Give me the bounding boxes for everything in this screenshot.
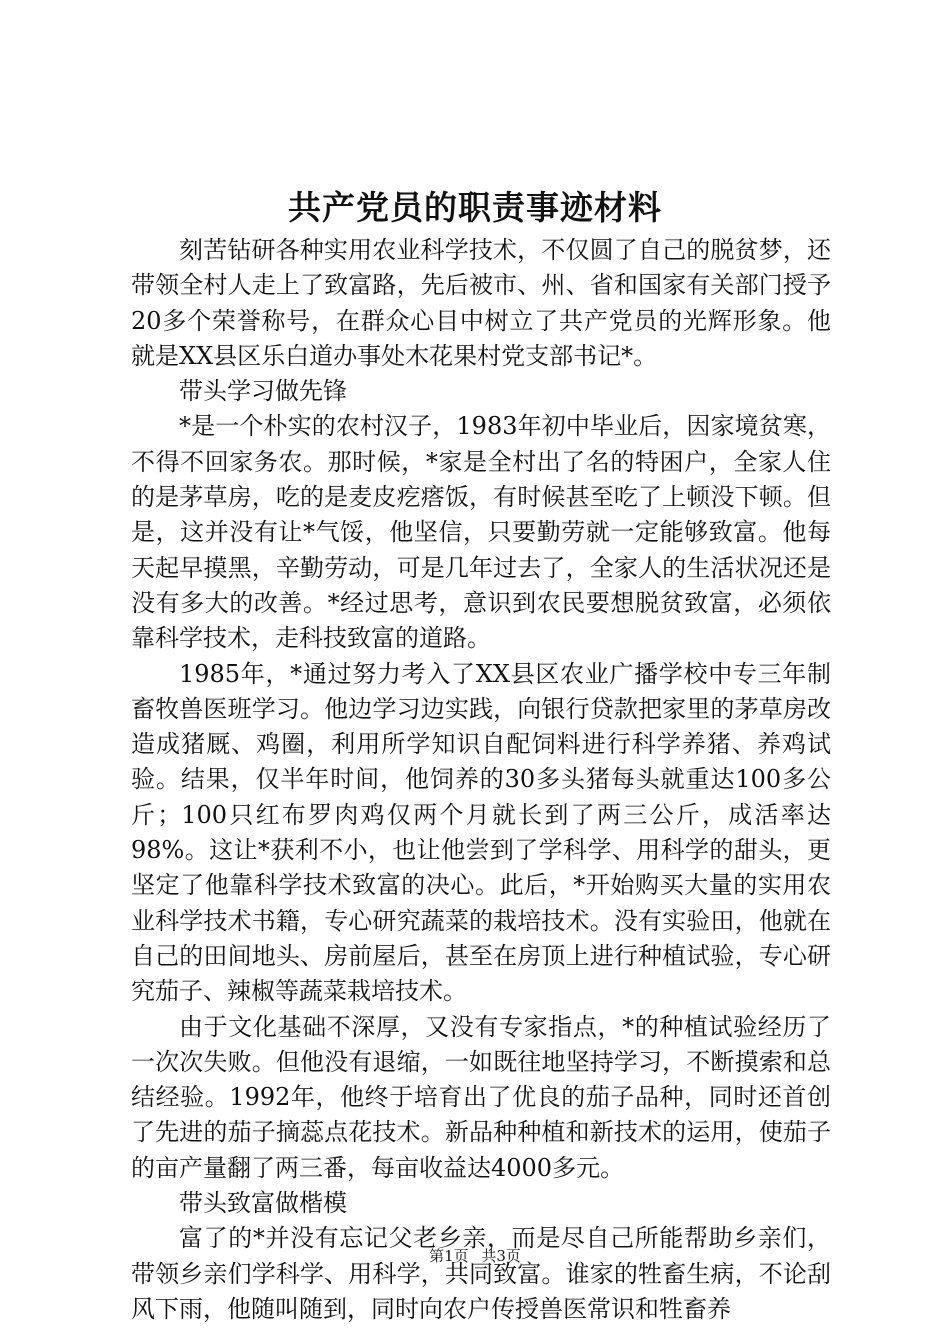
document-body — [131, 233, 831, 1327]
page-number: 第1页 — [429, 1247, 469, 1265]
page-total: 共3页 — [481, 1247, 521, 1265]
section-heading-prosperity: 带头致富做楷模 — [179, 1189, 347, 1218]
paragraph-background: *是一个朴实的农村汉子，1983年初中毕业后，因家境贫寒，不得不回家务农。那时候，*家是全村出了名的特困户，全家人住的是茅草房，吃的是麦皮疙瘩饭，有时候甚至吃了上顿没下顿。但是，这并没有让*气馁，他坚信，只要勤劳就一定能够致富。他每天起早摸黑，辛勤劳动，可是几年过去了，全家人的生活状况还是没有多大的改善。*经过思考，意识到农民要想脱贫致富，必须依靠科学技术，走科技致富的道路。 — [131, 412, 831, 653]
page-footer — [0, 1246, 950, 1266]
paragraph-experiments: 由于文化基础不深厚，又没有专家指点，*的种植试验经历了一次次失败。但他没有退缩，一如既往地坚持学习，不断摸索和总结经验。1992年，他终于培育出了优良的茄子品种，同时还首创了先进的茄子摘蕊点花技术。新品种种植和新技术的运用，使茄子的亩产量翻了两三番，每亩收益达4000多元。 — [131, 1012, 831, 1182]
paragraph-helping-villagers: 富了的*并没有忘记父老乡亲，而是尽自己所能帮助乡亲们，带领乡亲们学科学、用科学，共同致富。谁家的牲畜生病，不论刮风下雨，他随叫随到，同时向农户传授兽医常识和牲畜养 — [131, 1224, 831, 1323]
document-title: 共产党员的职责事迹材料 — [288, 188, 662, 227]
paragraph-1985: 1985年，*通过努力考入了XX县区农业广播学校中专三年制畜牧兽医班学习。他边学习边实践，向银行贷款把家里的茅草房改造成猪厩、鸡圈，利用所学知识自配饲料进行科学养猪、养鸡试验。结果，仅半年时间，他饲养的30多头猪每头就重达100多公斤；100只红布罗肉鸡仅两个月就长到了两三公斤，成活率达98%。这让*获利不小，也让他尝到了学科学、用科学的甜头，更坚定了他靠科学技术致富的决心。此后，*开始购买大量的实用农业科学技术书籍，专心研究蔬菜的栽培技术。没有实验田，他就在自己的田间地头、房前屋后，甚至在房顶上进行种植试验，专心研究茄子、辣椒等蔬菜栽培技术。 — [131, 659, 831, 1006]
paragraph-intro: 刻苦钻研各种实用农业科学技术，不仅圆了自己的脱贫梦，还带领全村人走上了致富路，先后被市、州、省和国家有关部门授予20多个荣誉称号，在群众心目中树立了共产党员的光辉形象。他就是XX县区乐白道办事处木花果村党支部书记*。 — [131, 236, 831, 370]
section-heading-study: 带头学习做先锋 — [179, 377, 347, 406]
